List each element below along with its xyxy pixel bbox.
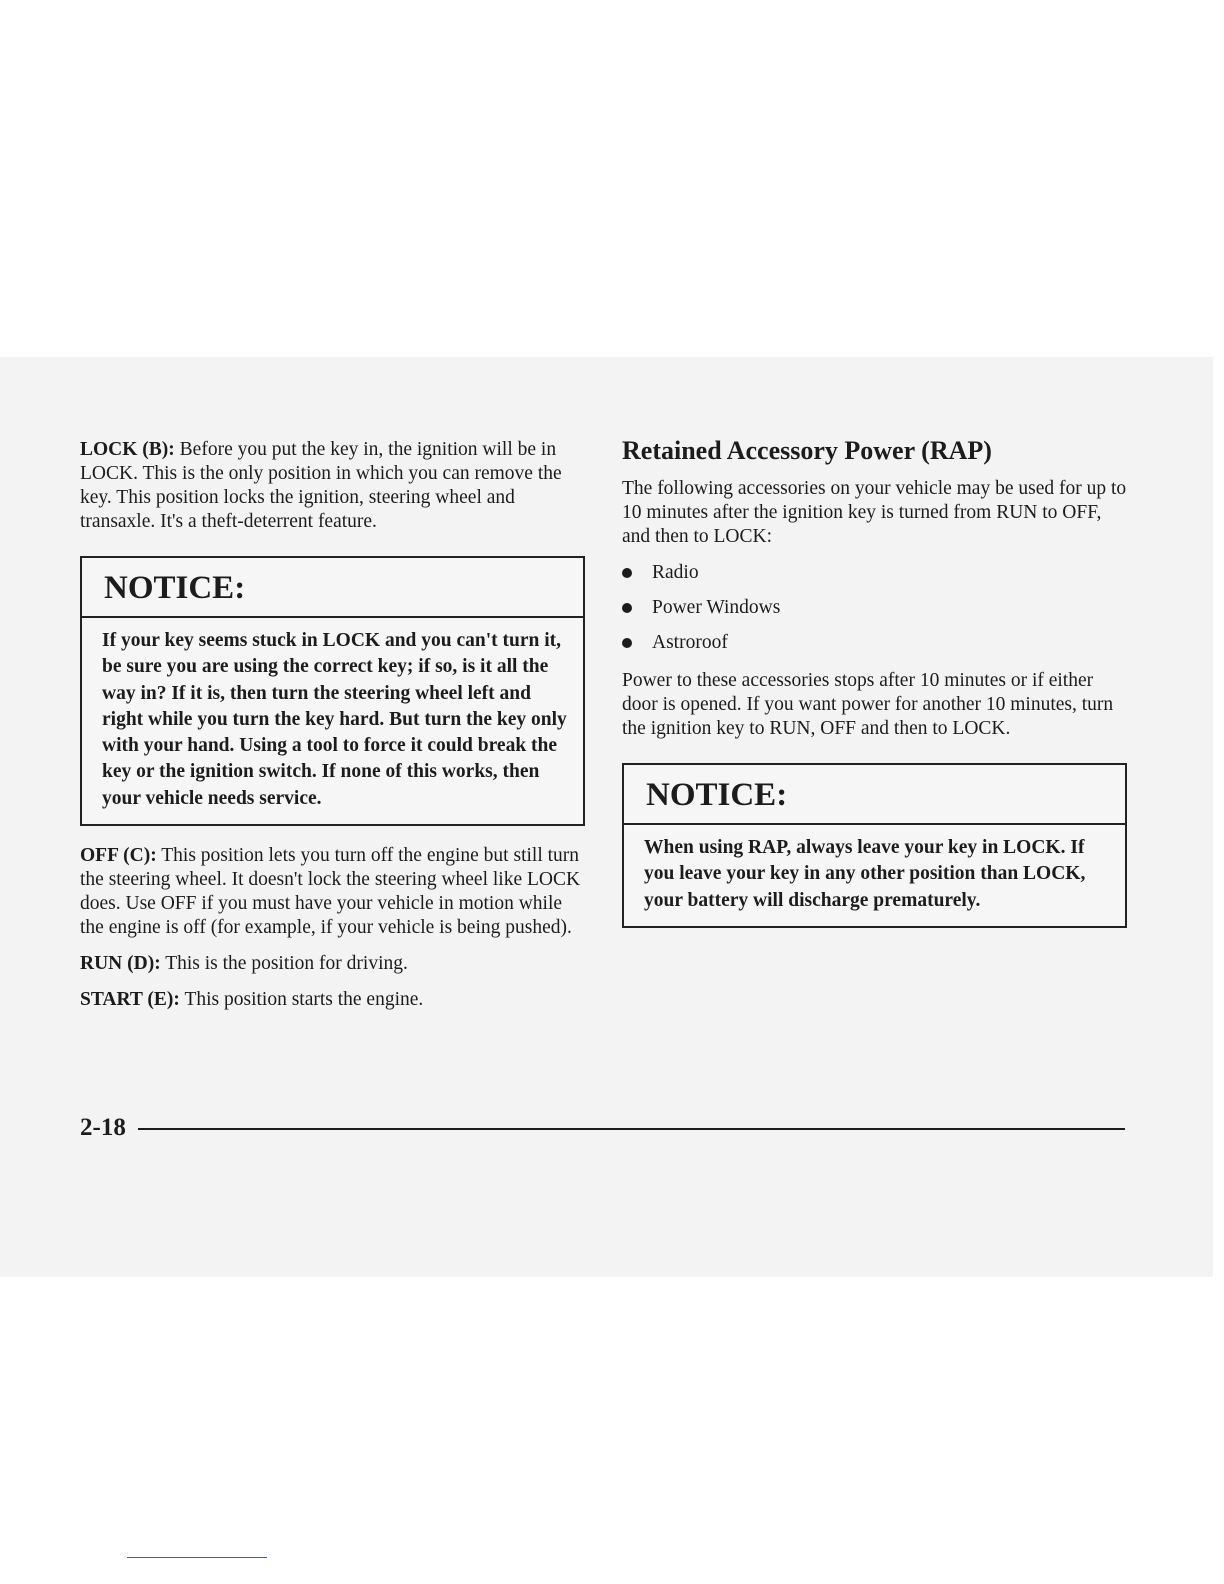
run-label: RUN (D): [80,953,161,975]
start-paragraph [80,988,585,1012]
notice-box-key [80,556,585,826]
bullet-icon [622,568,632,578]
page-number: 2-18 [80,1114,126,1141]
section-title: Retained Accessory Power (RAP) [622,436,992,465]
lock-text: Before you put the key in, the ignition will be in LOCK. This is the only position in which you can remove the key. This position locks the ignition, steering wheel and transaxle. It's a theft-deterrent feature. [80,439,562,532]
bullet-icon [622,638,632,648]
off-label: OFF (C): [80,845,157,867]
decorative-rule [127,1557,267,1558]
right-column [622,435,1127,928]
off-text: This position lets you turn off the engine but still turn the steering wheel. It doesn't lock the steering wheel like LOCK does. Use OFF if you must have your vehicle in motion while the engine is off (for example, if your vehicle is being pushed). [80,845,581,939]
left-column [80,438,585,1024]
rap-after: Power to these accessories stops after 10 minutes or if either door is opened. If you want power for another 10 minutes, turn the ignition key to RUN, OFF and then to LOCK. [622,670,1114,739]
off-paragraph [80,844,585,940]
footer-rule [138,1128,1125,1130]
notice-heading: NOTICE: [624,765,1125,825]
list-item-label: Astroroof [652,632,728,653]
rap-intro: The following accessories on your vehicle may be used for up to 10 minutes after the ignition key is turned from RUN to OFF, and then to LOCK: [622,478,1127,547]
run-text: This is the position for driving. [165,953,408,975]
run-paragraph [80,952,585,976]
start-text: This position starts the engine. [184,989,424,1011]
notice-body: If your key seems stuck in LOCK and you can't turn it, be sure you are using the correct key; if so, is it all the way in? If it is, then turn the steering wheel left and right while you turn the key hard. But turn the key only with your hand. Using a tool to force it could break the key or the ignition switch. If none of this works, then your vehicle needs service. [102,630,567,809]
bullet-icon [622,603,632,613]
list-item-label: Power Windows [652,597,781,618]
start-label: START (E): [80,989,180,1011]
notice-heading: NOTICE: [82,558,583,618]
accessory-list [622,561,1127,655]
notice-body: When using RAP, always leave your key in LOCK. If you leave your key in any other position than LOCK, your battery will discharge prematurely. [644,837,1086,911]
lock-paragraph [80,438,585,534]
page-footer [80,1112,1125,1146]
lock-label: LOCK (B): [80,439,175,460]
list-item [622,631,1127,655]
list-item-label: Radio [652,562,699,583]
list-item [622,596,1127,620]
notice-box-rap [622,763,1127,928]
list-item [622,561,1127,585]
